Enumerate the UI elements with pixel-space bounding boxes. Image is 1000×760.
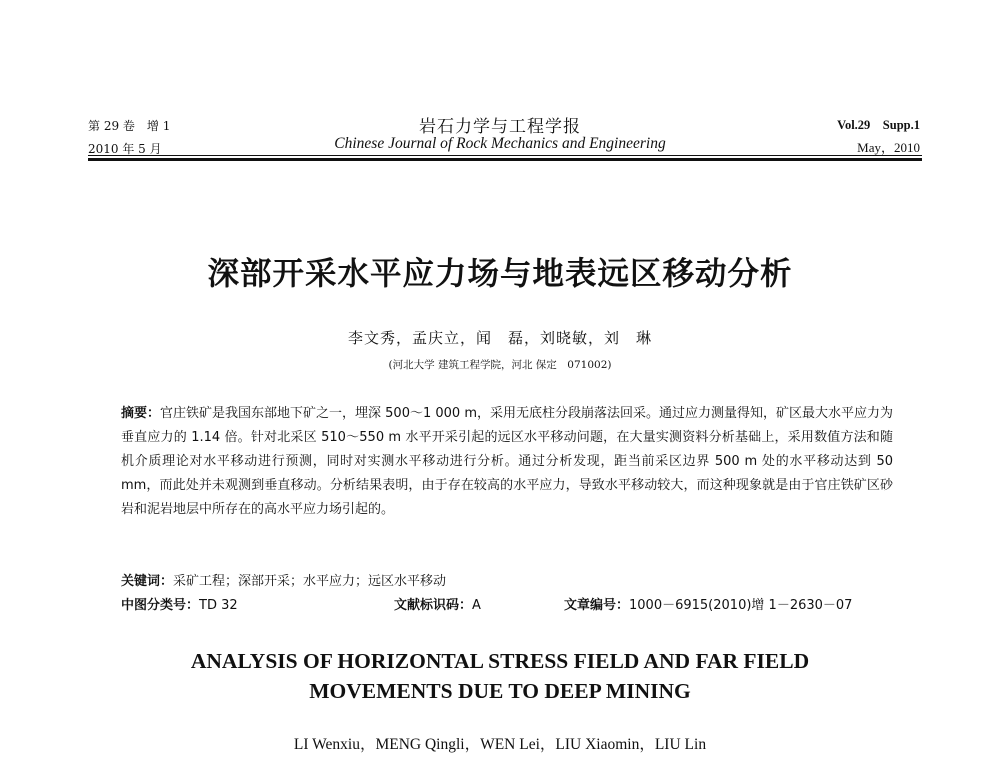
- authors-cn: 李文秀，孟庆立，闻 磊，刘晓敏，刘 琳: [347, 329, 652, 347]
- abstract-paragraph: [121, 402, 893, 522]
- article-number-label: 文章编号：: [564, 598, 630, 613]
- article-number-value: 1000－6915(2010)增 1－2630－07: [629, 598, 853, 613]
- header-rule-thin: [88, 155, 922, 156]
- clc-label: 中图分类号：: [121, 598, 200, 613]
- keywords-text: 采矿工程；深部开采；水平应力；远区水平移动: [173, 574, 447, 589]
- volume-issue-cn: 第 29 卷 增 1: [88, 119, 171, 133]
- keywords-line: [121, 570, 446, 589]
- classification-row: [121, 594, 893, 614]
- article-title-en: [0, 646, 1000, 706]
- keywords-label: 关键词：: [121, 574, 174, 589]
- journal-title-cn: 岩石力学与工程学报: [419, 117, 581, 137]
- volume-issue-en: Vol.29 Supp.1: [837, 118, 920, 132]
- doc-code-field: [394, 594, 481, 613]
- affiliation-cn: (河北大学 建筑工程学院，河北 保定 071002): [388, 359, 612, 371]
- date-cn: 2010 年 5 月: [88, 142, 162, 156]
- abstract-label: 摘要：: [121, 406, 161, 421]
- abstract-text: 官庄铁矿是我国东部地下矿之一，埋深 500～1 000 m，采用无底柱分段崩落法回采。通过应力测量得知，矿区最大水平应力为垂直应力的 1.14 倍。针对北采区 510～550 m 水平开采引起的远区水平移动问题，在大量实测资料分析基础上，采用数值方法和随机介质理论对水平移动进行预测，同时对实测水平移动进行分析。通过分析发现，距当前采区边界 500 m 处的水平移动达到 50 mm，而此处并未观测到垂直移动。分析结果表明，由于存在较高的水平应力，导致水平移动较大，而这种现象就是由于官庄铁矿区砂岩和泥岩地层中所存在的高水平应力场引起的。: [121, 406, 893, 517]
- doc-code-value: A: [472, 598, 481, 613]
- date-en: May，2010: [857, 140, 920, 155]
- authors-en: LI Wenxiu，MENG Qingli，WEN Lei，LIU Xiaomin，LIU Lin: [293, 736, 707, 753]
- article-number-field: [564, 594, 852, 613]
- journal-title-en: Chinese Journal of Rock Mechanics and Engineering: [334, 135, 666, 152]
- clc-value: TD 32: [199, 598, 238, 613]
- article-title-en-line2: MOVEMENTS DUE TO DEEP MINING: [309, 679, 691, 703]
- article-title-cn: 深部开采水平应力场与地表远区移动分析: [207, 256, 793, 292]
- header-rule-thick: [88, 158, 922, 161]
- article-title-en-line1: ANALYSIS OF HORIZONTAL STRESS FIELD AND FAR FIELD: [190, 649, 810, 673]
- clc-field: [121, 594, 238, 613]
- doc-code-label: 文献标识码：: [394, 598, 473, 613]
